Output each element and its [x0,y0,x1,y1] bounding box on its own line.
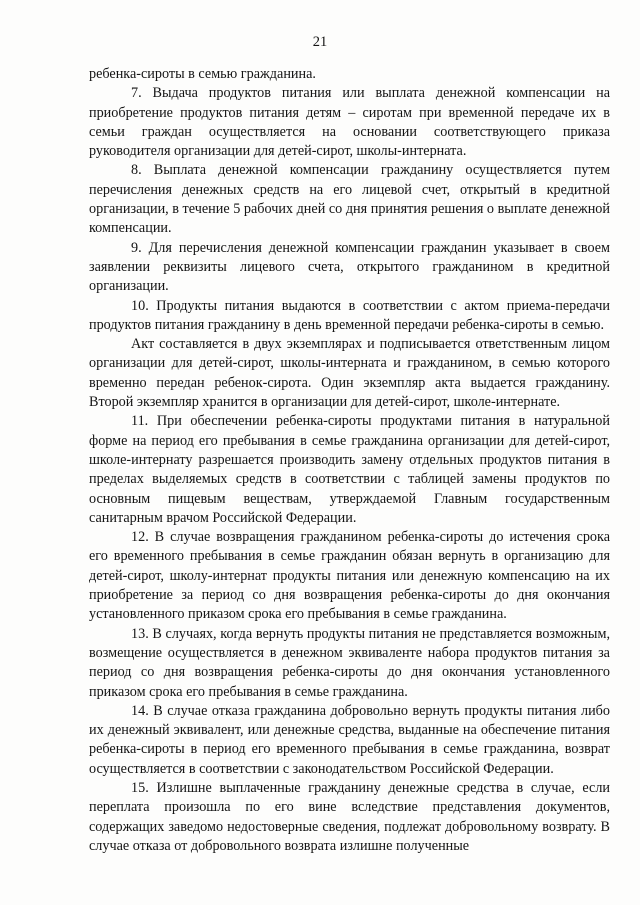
paragraph-8: 8. Выплата денежной компенсации гражданину осуществляется путем перечисления денежных средств на его лицевой счет, открытый в кредитной организации, в течение 5 рабочих дней со дня принятия решения о выплате денежной компенсации. [89,162,610,237]
paragraph-15: 15. Излишне выплаченные гражданину денежные средства в случае, если переплата произошла по его вине вследствие представления документов, содержащих заведомо недостоверные сведения, подлежат добровольному возврату. В случае отказа от добровольного возврата излишне полученные [89,779,610,854]
paragraph-10-act: Акт составляется в двух экземплярах и подписывается ответственным лицом организации для детей-сирот, школы-интерната и гражданином, в семью которого временно передан ребенок-сирота. Один экземпляр акта выдается гражданину. Второй экземпляр хранится в организации для детей-сирот, школе-интернате. [89,336,610,411]
document-body [89,65,610,856]
paragraph-14: 14. В случае отказа гражданина добровольно вернуть продукты питания либо их денежный эквивалент, или денежные средства, выданные на обеспечение питания ребенка-сироты в период его временного пребывания в семье гражданина, возврат осуществляется в соответствии с законодательством Российской Федерации. [89,702,610,777]
paragraph-10: 10. Продукты питания выдаются в соответствии с актом приема-передачи продуктов питания гражданину в день временной передачи ребенка-сироты в семью. [89,297,610,333]
paragraph-11: 11. При обеспечении ребенка-сироты продуктами питания в натуральной форме на период его пребывания в семье гражданина организации для детей-сирот, школе-интернату разрешается производить замену отдельных продуктов питания в пределах выделяемых средств в соответствии с таблицей замены продуктов по основным пищевым веществам, утверждаемой Главным государственным санитарным врачом Российской Федерации. [89,413,610,526]
paragraph-continuation: ребенка-сироты в семью гражданина. [89,66,316,82]
paragraph-12: 12. В случае возвращения гражданином ребенка-сироты до истечения срока его временного пребывания в семье гражданин обязан вернуть в организацию для детей-сирот, школу-интернат продукты питания или денежную компенсацию на их приобретение за период со дня возвращения ребенка-сироты до дня окончания установленного приказом срока его пребывания в семье гражданина. [89,529,610,623]
page-number: 21 [312,34,328,50]
paragraph-13: 13. В случаях, когда вернуть продукты питания не представляется возможным, возмещение осуществляется в денежном эквиваленте набора продуктов питания за период со дня возвращения ребенка-сироты до дня окончания установленного приказом срока его пребывания в семье гражданина. [89,625,610,700]
paragraph-9: 9. Для перечисления денежной компенсации гражданин указывает в своем заявлении реквизиты лицевого счета, открытого гражданином в кредитной организации. [89,239,610,295]
paragraph-7: 7. Выдача продуктов питания или выплата денежной компенсации на приобретение продуктов питания детям – сиротам при временной передаче их в семьи граждан осуществляется на основании соответствующего приказа руководителя организации для детей-сирот, школы-интерната. [89,85,610,160]
